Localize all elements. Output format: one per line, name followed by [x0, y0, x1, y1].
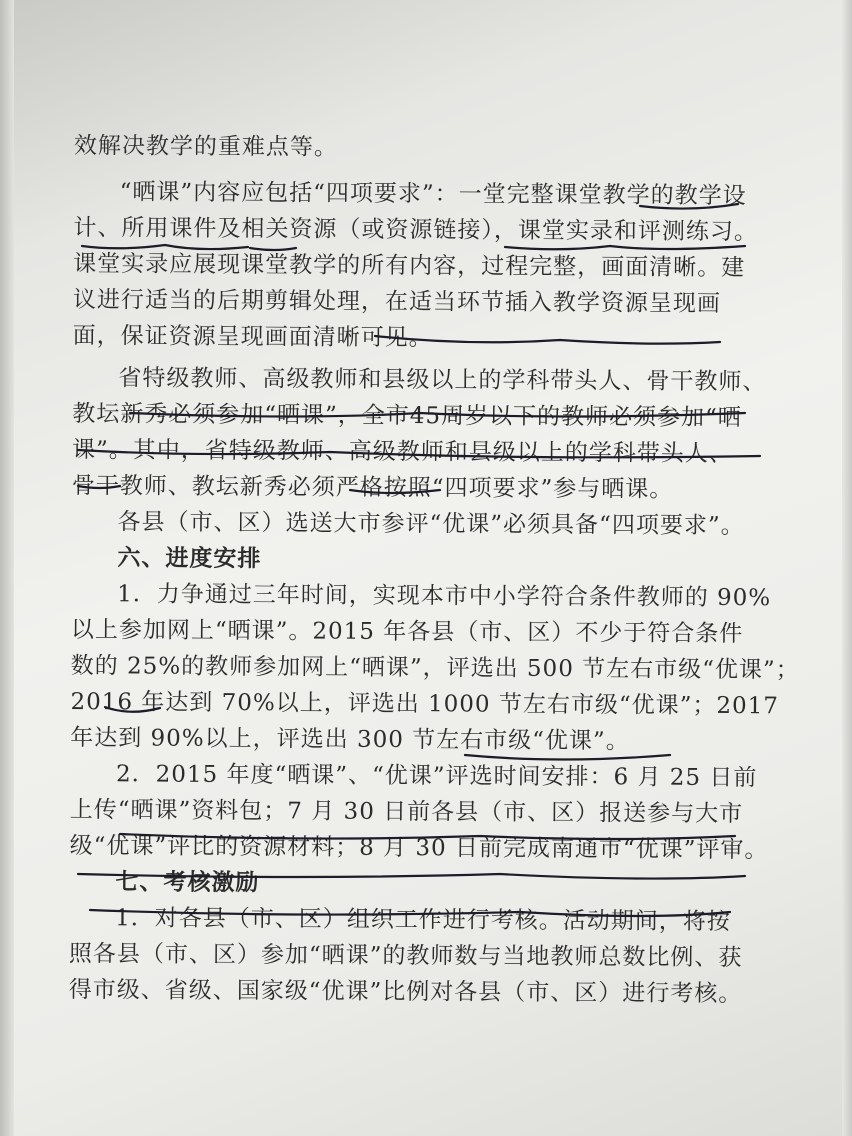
text-line: 得市级、省级、国家级“优课”比例对各县（市、区）进行考核。: [68, 976, 743, 1008]
text-line: 议进行适当的后期剪辑处理，在适当环节插入教学资源呈现画: [72, 286, 722, 317]
text-line: 省特级教师、高级教师和县级以上的学科带头人、骨干教师、: [118, 365, 767, 396]
text-line: 计、所用课件及相关资源（或资源链接），课堂实录和评测练习。: [73, 214, 758, 246]
text-line: 级“优课”评比的资源材料；8 月 30 日前完成南通市“优课”评审。: [69, 832, 769, 864]
text-line: 效解决教学的重难点等。: [73, 132, 338, 161]
text-line: 各县（市、区）选送大市参评“优课”必须具备“四项要求”。: [117, 509, 745, 540]
text-line: 骨干教师、教坛新秀必须严格按照“四项要求”参与晒课。: [71, 472, 674, 503]
section-heading: 七、考核激励: [115, 869, 260, 897]
text-line: 数的 25%的教师参加网上“晒课”，评选出 500 节左右市级“优课”；: [70, 652, 800, 684]
document-page: [68, 128, 800, 1012]
page-edge-right: [842, 0, 852, 1136]
text-line: 以上参加网上“晒课”。2015 年各县（市、区）不少于符合条件: [70, 616, 744, 648]
text-line: 2．2015 年度“晒课”、“优课”评选时间安排：6 月 25 日前: [115, 761, 758, 792]
text-line: 1．力争通过三年时间，实现本市中小学符合条件教师的 90%: [117, 581, 772, 612]
text-line: 上传“晒课”资料包；7 月 30 日前各县（市、区）报送参与大市: [69, 796, 744, 828]
text-line: 教坛新秀必须参加“晒课”，全市45周岁以下的教师必须参加“晒: [72, 400, 742, 432]
section-heading: 六、进度安排: [117, 545, 262, 573]
text-line: 照各县（市、区）参加“晒课”的教师数与当地教师总数比例、获: [68, 940, 743, 972]
text-line: 课堂实录应展现课堂教学的所有内容，过程完整，画面清晰。建: [73, 250, 746, 282]
text-line: 面，保证资源呈现画面清晰可见。: [72, 322, 433, 352]
text-line: 课”。其中，省特级教师、高级教师和县级以上的学科带头人、: [71, 436, 733, 468]
text-line: 年达到 90%以上，评选出 300 节左右市级“优课”。: [70, 724, 630, 755]
text-line: “晒课”内容应包括“四项要求”：一堂完整课堂教学的教学设: [119, 179, 747, 210]
text-line: 2016 年达到 70%以上，评选出 1000 节左右市级“优课”；2017: [70, 688, 780, 720]
text-line: 1．对各县（市、区）组织工作进行考核。活动期间，将按: [115, 905, 731, 936]
page-edge-left: [0, 0, 14, 1136]
